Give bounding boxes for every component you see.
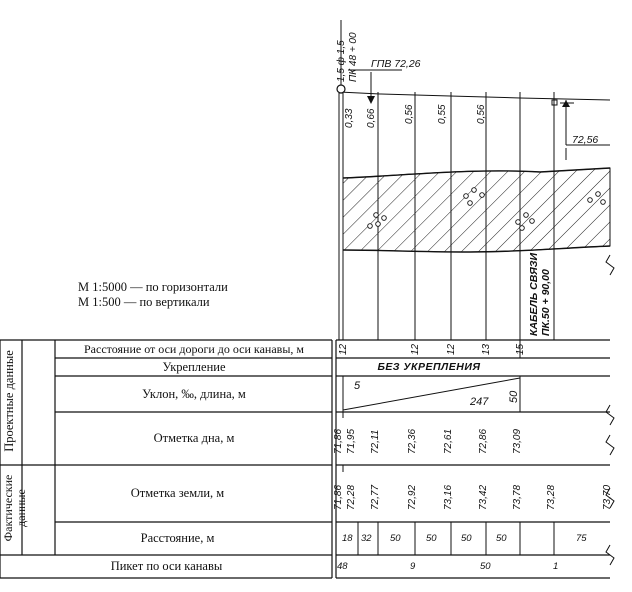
bottom-mark-value: 72,36 [407, 428, 418, 454]
distance-value: 50 [496, 533, 507, 544]
row-reinforcement: Укрепление [162, 359, 226, 374]
ground-mark-value: 73,42 [478, 484, 489, 510]
picket-marker [337, 85, 345, 93]
row-picket: Пикет по оси канавы [110, 559, 223, 574]
row-bottom-mark: Отметка дна, м [153, 431, 235, 446]
distance-value: 50 [426, 533, 437, 544]
distance-value: 18 [342, 533, 353, 544]
mark-right-label: 72,56 [572, 134, 599, 146]
depth-label: 0,56 [404, 104, 415, 124]
mark-top-label: ГПВ 72,26 [371, 58, 421, 70]
picket-value: 9 [410, 561, 416, 572]
bottom-mark-value: 73,09 [512, 428, 523, 454]
bottom-mark-value: 72,86 [478, 428, 489, 454]
bottom-mark-value: 71,95 [346, 428, 357, 454]
distance-value: 50 [390, 533, 401, 544]
row-distance: Расстояние, м [140, 531, 215, 546]
distance-axis-value: 12 [338, 343, 349, 355]
cable-picket-label: ПК.50 + 90,00 [540, 269, 552, 336]
ground-mark-value: 73,28 [546, 484, 557, 510]
row-slope: Уклон, ‰, длина, м [142, 386, 246, 401]
ground-mark-value: 72,77 [370, 484, 381, 510]
break-marks [606, 255, 614, 565]
distance-axis-value: 15 [515, 343, 526, 355]
group-actual: Фактические данные [1, 474, 28, 542]
ground-mark-value: 72,92 [407, 484, 418, 510]
picket-top-label: 1,5 ф 1,5 [336, 40, 347, 82]
picket-label: ПК 48 + 00 [348, 32, 359, 82]
slope-value: 5 [354, 380, 361, 392]
reinforcement-value: БЕЗ УКРЕПЛЕНИЯ [377, 360, 481, 373]
distance-value: 50 [461, 533, 472, 544]
slope-end: 50 [508, 390, 520, 403]
scale-horizontal: М 1:5000 — по горизонтали [78, 280, 228, 294]
ground-mark-value: 71,86 [333, 484, 344, 510]
picket-value: 50 [480, 561, 491, 572]
ground-mark-value: 73,78 [512, 484, 523, 510]
ditch-section [343, 168, 610, 252]
depth-label: 0,33 [344, 108, 355, 128]
picket-value: 48 [337, 561, 348, 572]
bottom-mark-value: 72,61 [443, 428, 454, 454]
depth-label: 0,55 [437, 104, 448, 124]
group-design: Проектные данные [2, 350, 16, 452]
distance-value: 32 [361, 533, 372, 544]
bottom-mark-value: 72,11 [370, 429, 381, 454]
row-distance-axis: Расстояние от оси дороги до оси канавы, м [84, 341, 304, 356]
scale-vertical: М 1:500 — по вертикали [78, 295, 210, 309]
distance-axis-value: 12 [446, 343, 457, 355]
depth-label: 0,66 [366, 108, 377, 128]
distance-value: 75 [576, 533, 587, 544]
picket-value: 1 [553, 561, 559, 572]
slope-length: 247 [470, 396, 489, 408]
ground-mark-value: 73,16 [443, 484, 454, 510]
row-ground-mark: Отметка земли, м [130, 486, 225, 501]
water-level-arrow [367, 96, 375, 104]
distance-axis-value: 13 [481, 343, 492, 355]
distance-axis-value: 12 [410, 343, 421, 355]
bottom-mark-value: 71,86 [333, 428, 344, 454]
depth-label: 0,56 [476, 104, 487, 124]
ground-mark-value: 73,70 [602, 484, 613, 510]
cable-label: КАБЕЛЬ СВЯЗИ [528, 252, 540, 336]
ground-mark-value: 72,28 [346, 484, 357, 510]
